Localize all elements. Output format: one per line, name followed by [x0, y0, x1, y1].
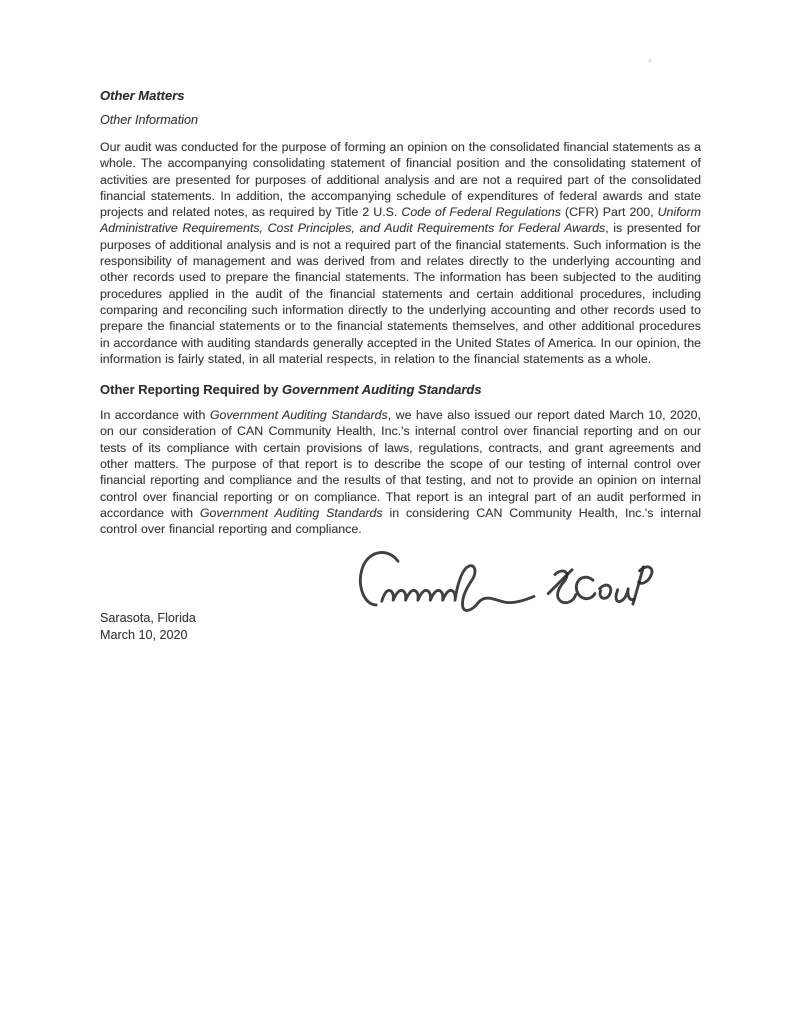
document-content	[100, 88, 701, 644]
subheading-other-information: Other Information	[100, 113, 198, 127]
heading-other-reporting: Other Reporting Required by Government Auditing Standards	[100, 382, 482, 398]
signature-handwriting	[352, 546, 657, 624]
paragraph-other-reporting: In accordance with Government Auditing Standards, we have also issued our report dated March 10, 2020, on our consideration of CAN Community Health, Inc.'s internal control over financial reporting and on our tests of its compliance with certain provisions of laws, regulations, contracts, and grant agreements and other matters. The purpose of that report is to describe the scope of our testing of internal control over financial reporting and compliance and the results of that testing, and not to provide an opinion on internal control over financial reporting or on compliance. That report is an integral part of an audit performed in accordance with Government Auditing Standards in considering CAN Community Health, Inc.'s internal control over financial reporting and compliance.	[100, 408, 701, 537]
paragraph-other-information: Our audit was conducted for the purpose of forming an opinion on the consolidated financial statements as a whole. The accompanying consolidating statement of financial position and the consolidating statement of activities are presented for purposes of additional analysis and are not a required part of the consolidated financial statements. In addition, the accompanying schedule of expenditures of federal awards and state projects and related notes, as required by Title 2 U.S. Code of Federal Regulations (CFR) Part 200, Uniform Administrative Requirements, Cost Principles, and Audit Requirements for Federal Awards, is presented for purposes of additional analysis and is not a required part of the financial statements. Such information is the responsibility of management and was derived from and relates directly to the underlying accounting and other records used to prepare the financial statements. The information has been subjected to the auditing procedures applied in the audit of the financial statements and certain additional procedures, including comparing and reconciling such information directly to the underlying accounting and other records used to prepare the financial statements or to the financial statements themselves, and other additional procedures in accordance with auditing standards generally accepted in the United States of America. In our opinion, the information is fairly stated, in all material respects, in relation to the financial statements as a whole.	[100, 140, 701, 366]
closing-date: March 10, 2020	[100, 627, 188, 642]
scan-noise-speck	[648, 58, 652, 63]
closing-city-state: Sarasota, Florida	[100, 610, 196, 625]
heading-other-matters: Other Matters	[100, 88, 185, 103]
signature-svg	[352, 546, 657, 624]
